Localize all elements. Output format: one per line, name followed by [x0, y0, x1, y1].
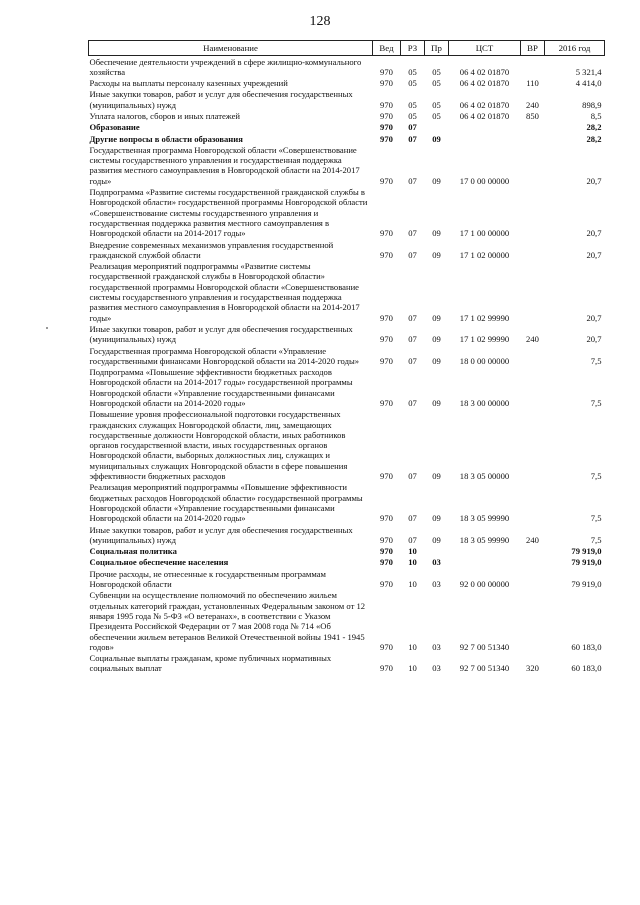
cell-cst: 18 3 05 99990 — [459, 534, 510, 545]
cell-rz: 07 — [408, 355, 417, 366]
cell-ved: 970 — [380, 334, 393, 345]
cell-rz: 10 — [408, 641, 417, 652]
cell-pr: 09 — [432, 471, 441, 482]
cell-vr: 320 — [526, 663, 539, 674]
cell-rz: 07 — [408, 513, 417, 524]
table-row — [89, 546, 605, 557]
cell-ved: 970 — [380, 122, 393, 133]
cell-sum: 7,5 — [590, 534, 602, 545]
cell-cst: 18 3 05 00000 — [459, 471, 510, 482]
cell-vr — [521, 345, 545, 367]
cell-sum: 20,7 — [586, 228, 602, 239]
table-body — [89, 56, 605, 675]
table-row — [89, 367, 605, 409]
table-row — [89, 524, 605, 546]
cell-vr — [521, 546, 545, 557]
table-row — [89, 56, 605, 78]
cell-rz: 10 — [408, 579, 417, 590]
cell-cst: 18 3 00 00000 — [459, 398, 510, 408]
cell-cst: 06 4 02 01870 — [459, 99, 510, 110]
cell-sum: 28,2 — [586, 122, 602, 133]
cell-pr: 09 — [432, 534, 441, 545]
cell-pr: 05 — [432, 78, 441, 89]
cell-cst — [449, 557, 521, 568]
header-rz: РЗ — [401, 41, 425, 56]
cell-name: Внедрение современных механизмов управления государственной гражданской службой области — [89, 239, 334, 260]
cell-cst: 17 1 02 00000 — [459, 249, 510, 260]
table-row — [89, 89, 605, 111]
cell-ved: 970 — [380, 99, 393, 110]
cell-vr — [521, 122, 545, 133]
cell-pr: 09 — [432, 398, 441, 408]
cell-rz: 05 — [408, 99, 417, 110]
cell-cst: 06 4 02 01870 — [459, 78, 510, 89]
cell-vr — [521, 187, 545, 239]
cell-name: Образование — [89, 122, 140, 133]
cell-rz: 05 — [408, 66, 417, 77]
cell-cst — [449, 546, 521, 557]
header-pr: Пр — [425, 41, 449, 56]
cell-rz: 10 — [408, 557, 417, 568]
cell-name: Реализация мероприятий подпрограммы «Повышение эффективности бюджетных расходов Новгородской области» государственной программы Новгородской области «Управление государственными финансами Новгородской области на 2014-2020 годы» — [89, 482, 363, 524]
cell-sum: 7,5 — [590, 355, 602, 366]
cell-rz: 10 — [408, 546, 417, 557]
cell-pr: 09 — [432, 249, 441, 260]
cell-sum: 5 321,4 — [575, 66, 602, 77]
cell-name: Социальная политика — [89, 546, 177, 557]
cell-cst: 17 1 00 00000 — [459, 228, 510, 239]
cell-cst: 92 7 00 51340 — [459, 641, 510, 652]
table-row — [89, 590, 605, 653]
cell-cst: 92 7 00 51340 — [459, 663, 510, 674]
cell-ved: 970 — [380, 534, 393, 545]
cell-ved: 970 — [380, 78, 393, 89]
cell-pr: 09 — [432, 133, 441, 144]
table-row — [89, 239, 605, 261]
cell-name: Иные закупки товаров, работ и услуг для обеспечения государственных (муниципальных) нужд — [89, 524, 353, 545]
table-row — [89, 557, 605, 568]
cell-sum: 898,9 — [582, 99, 602, 110]
cell-rz: 07 — [408, 122, 417, 133]
cell-rz: 07 — [408, 228, 417, 239]
cell-sum: 28,2 — [586, 133, 602, 144]
table-row — [89, 187, 605, 239]
cell-name: Субвенции на осуществление полномочий по обеспечению жильем отдельных категорий граждан, установленных Федеральным законом от 12 января 1995 года № 5-ФЗ «О ветеранах», в соответствии с Указом Президента Российской Федерации от 7 мая 2008 года № 714 «Об обеспечении жильем ветеранов Великой Отечественной войны 1941 - 1945 годов» — [89, 590, 366, 652]
cell-name: Прочие расходы, не отнесенные к государственным программам Новгородской области — [89, 568, 326, 590]
cell-cst: 06 4 02 01870 — [459, 110, 510, 121]
cell-pr: 03 — [432, 579, 441, 590]
cell-pr: 05 — [432, 110, 441, 121]
cell-ved: 970 — [380, 579, 393, 590]
cell-sum: 8,5 — [590, 110, 602, 121]
cell-sum: 7,5 — [590, 471, 602, 482]
cell-sum: 20,7 — [586, 175, 602, 186]
cell-cst: 17 1 02 99990 — [459, 334, 510, 345]
cell-pr: 05 — [432, 66, 441, 77]
budget-table — [88, 40, 605, 674]
table-row — [89, 261, 605, 324]
cell-name: Уплата налогов, сборов и иных платежей — [89, 110, 241, 121]
cell-sum: 4 414,0 — [575, 78, 602, 89]
cell-pr: 09 — [432, 355, 441, 366]
table-row — [89, 409, 605, 482]
header-year: 2016 год — [545, 41, 605, 56]
cell-cst: 18 0 00 00000 — [459, 355, 510, 366]
header-vr: ВР — [521, 41, 545, 56]
header-cst: ЦСТ — [449, 41, 521, 56]
cell-vr — [521, 133, 545, 144]
cell-ved: 970 — [380, 133, 393, 144]
cell-sum: 20,7 — [586, 249, 602, 260]
cell-ved: 970 — [380, 228, 393, 239]
cell-vr — [521, 590, 545, 653]
cell-pr: 09 — [432, 175, 441, 186]
table-row — [89, 78, 605, 89]
cell-ved: 970 — [380, 546, 393, 557]
cell-vr: 240 — [526, 334, 539, 345]
header-name: Наименование — [89, 41, 373, 56]
cell-ved: 970 — [380, 249, 393, 260]
cell-name: Социальные выплаты гражданам, кроме публичных нормативных социальных выплат — [89, 653, 332, 674]
cell-vr — [521, 367, 545, 409]
cell-ved: 970 — [380, 175, 393, 186]
cell-ved: 970 — [380, 513, 393, 524]
cell-vr — [521, 261, 545, 324]
cell-cst: 92 0 00 00000 — [459, 579, 510, 590]
page-number: 128 — [309, 14, 331, 29]
cell-rz: 07 — [408, 175, 417, 186]
table-row — [89, 323, 605, 345]
cell-cst: 17 1 02 99990 — [459, 312, 510, 323]
table-row — [89, 110, 605, 121]
cell-name: Социальное обеспечение населения — [89, 557, 229, 568]
cell-pr: 03 — [432, 641, 441, 652]
cell-rz: 07 — [408, 534, 417, 545]
cell-name: Государственная программа Новгородской области «Управление государственными финансами Новгородской области на 2014-2020 годы» — [89, 345, 360, 366]
cell-vr: 240 — [526, 99, 539, 110]
header-ved: Вед — [373, 41, 401, 56]
cell-ved: 970 — [380, 66, 393, 77]
margin-mark — [46, 327, 48, 329]
table-row — [89, 482, 605, 524]
cell-pr — [425, 546, 449, 557]
cell-rz: 05 — [408, 78, 417, 89]
cell-rz: 07 — [408, 312, 417, 323]
cell-ved: 970 — [380, 110, 393, 121]
cell-vr — [521, 239, 545, 261]
cell-ved: 970 — [380, 398, 393, 408]
cell-sum: 20,7 — [586, 312, 602, 323]
cell-pr: 09 — [432, 334, 441, 345]
cell-rz: 07 — [408, 471, 417, 482]
cell-name: Подпрограмма «Развитие системы государственной гражданской службы в Новгородской области» государственной программы Новгородской области «Совершенствование системы государственного управления и государственная поддержка развития местного самоуправления в Новгородской области на 2014-2017 годы» — [89, 187, 368, 239]
cell-vr — [521, 557, 545, 568]
cell-rz: 05 — [408, 110, 417, 121]
cell-sum: 79 919,0 — [571, 557, 602, 568]
table-header — [89, 41, 605, 56]
cell-name: Иные закупки товаров, работ и услуг для обеспечения государственных (муниципальных) нужд — [89, 89, 353, 110]
table-row — [89, 653, 605, 675]
cell-sum: 60 183,0 — [571, 641, 602, 652]
cell-pr: 03 — [432, 557, 441, 568]
cell-cst: 06 4 02 01870 — [459, 66, 510, 77]
cell-vr — [521, 568, 545, 590]
cell-rz: 07 — [408, 398, 417, 408]
cell-vr — [521, 482, 545, 524]
cell-name: Подпрограмма «Повышение эффективности бюджетных расходов Новгородской области на 2014-2017 годы» государственной программы Новгородской области «Управление государственными финансами Новгородской области на 2014-2020 годы» — [89, 367, 353, 408]
cell-name: Реализация мероприятий подпрограммы «Развитие системы государственной гражданской службы в Новгородской области» государственной программы Новгородской области «Совершенствование системы государственного управления и государственная поддержка развития местного самоуправления в Новгородской области на 2014-2017 годы» — [89, 261, 360, 323]
cell-vr — [521, 144, 545, 186]
cell-pr: 09 — [432, 513, 441, 524]
table-row — [89, 122, 605, 133]
cell-sum: 79 919,0 — [571, 579, 602, 590]
cell-name: Иные закупки товаров, работ и услуг для обеспечения государственных (муниципальных) нужд — [89, 323, 353, 345]
cell-vr: 240 — [526, 534, 539, 545]
cell-name: Обеспечение деятельности учреждений в сфере жилищно-коммунального хозяйства — [89, 56, 362, 77]
cell-name: Другие вопросы в области образования — [89, 133, 243, 144]
cell-sum: 7,5 — [590, 398, 602, 408]
cell-name: Расходы на выплаты персоналу казенных учреждений — [89, 78, 288, 89]
cell-ved: 970 — [380, 557, 393, 568]
cell-vr — [521, 56, 545, 78]
cell-name: Повышение уровня профессиональной подготовки государственных гражданских служащих Новгородской области, лиц, замещающих государственные должности Новгородской области, иных работников органов государственной власти, иных государственных органов Новгородской области, выборных должностных лиц, служащих и муниципальных служащих Новгородской области в сфере повышения эффективности бюджетных расходов — [89, 409, 348, 482]
cell-vr — [521, 409, 545, 482]
cell-vr: 850 — [526, 110, 539, 121]
cell-pr: 09 — [432, 228, 441, 239]
cell-sum: 60 183,0 — [571, 663, 602, 674]
cell-name: Государственная программа Новгородской области «Совершенствование системы государственного управления и государственная поддержка развития местного самоуправления в Новгородской области на 2014-2017 годы» — [89, 144, 360, 186]
cell-ved: 970 — [380, 641, 393, 652]
cell-cst: 18 3 05 99990 — [459, 513, 510, 524]
cell-ved: 970 — [380, 663, 393, 674]
table-row — [89, 144, 605, 186]
cell-pr: 05 — [432, 99, 441, 110]
cell-ved: 970 — [380, 471, 393, 482]
cell-sum: 20,7 — [586, 334, 602, 345]
table-row — [89, 133, 605, 144]
cell-cst: 17 0 00 00000 — [459, 175, 510, 186]
table-row — [89, 568, 605, 590]
table-row — [89, 345, 605, 367]
cell-cst — [449, 133, 521, 144]
cell-ved: 970 — [380, 312, 393, 323]
cell-rz: 07 — [408, 334, 417, 345]
cell-vr: 110 — [526, 78, 539, 89]
cell-sum: 79 919,0 — [571, 546, 602, 557]
cell-cst — [449, 122, 521, 133]
cell-pr — [425, 122, 449, 133]
cell-pr: 09 — [432, 312, 441, 323]
cell-rz: 07 — [408, 249, 417, 260]
cell-rz: 07 — [408, 133, 417, 144]
cell-pr: 03 — [432, 663, 441, 674]
cell-rz: 10 — [408, 663, 417, 674]
cell-ved: 970 — [380, 355, 393, 366]
cell-sum: 7,5 — [590, 513, 602, 524]
